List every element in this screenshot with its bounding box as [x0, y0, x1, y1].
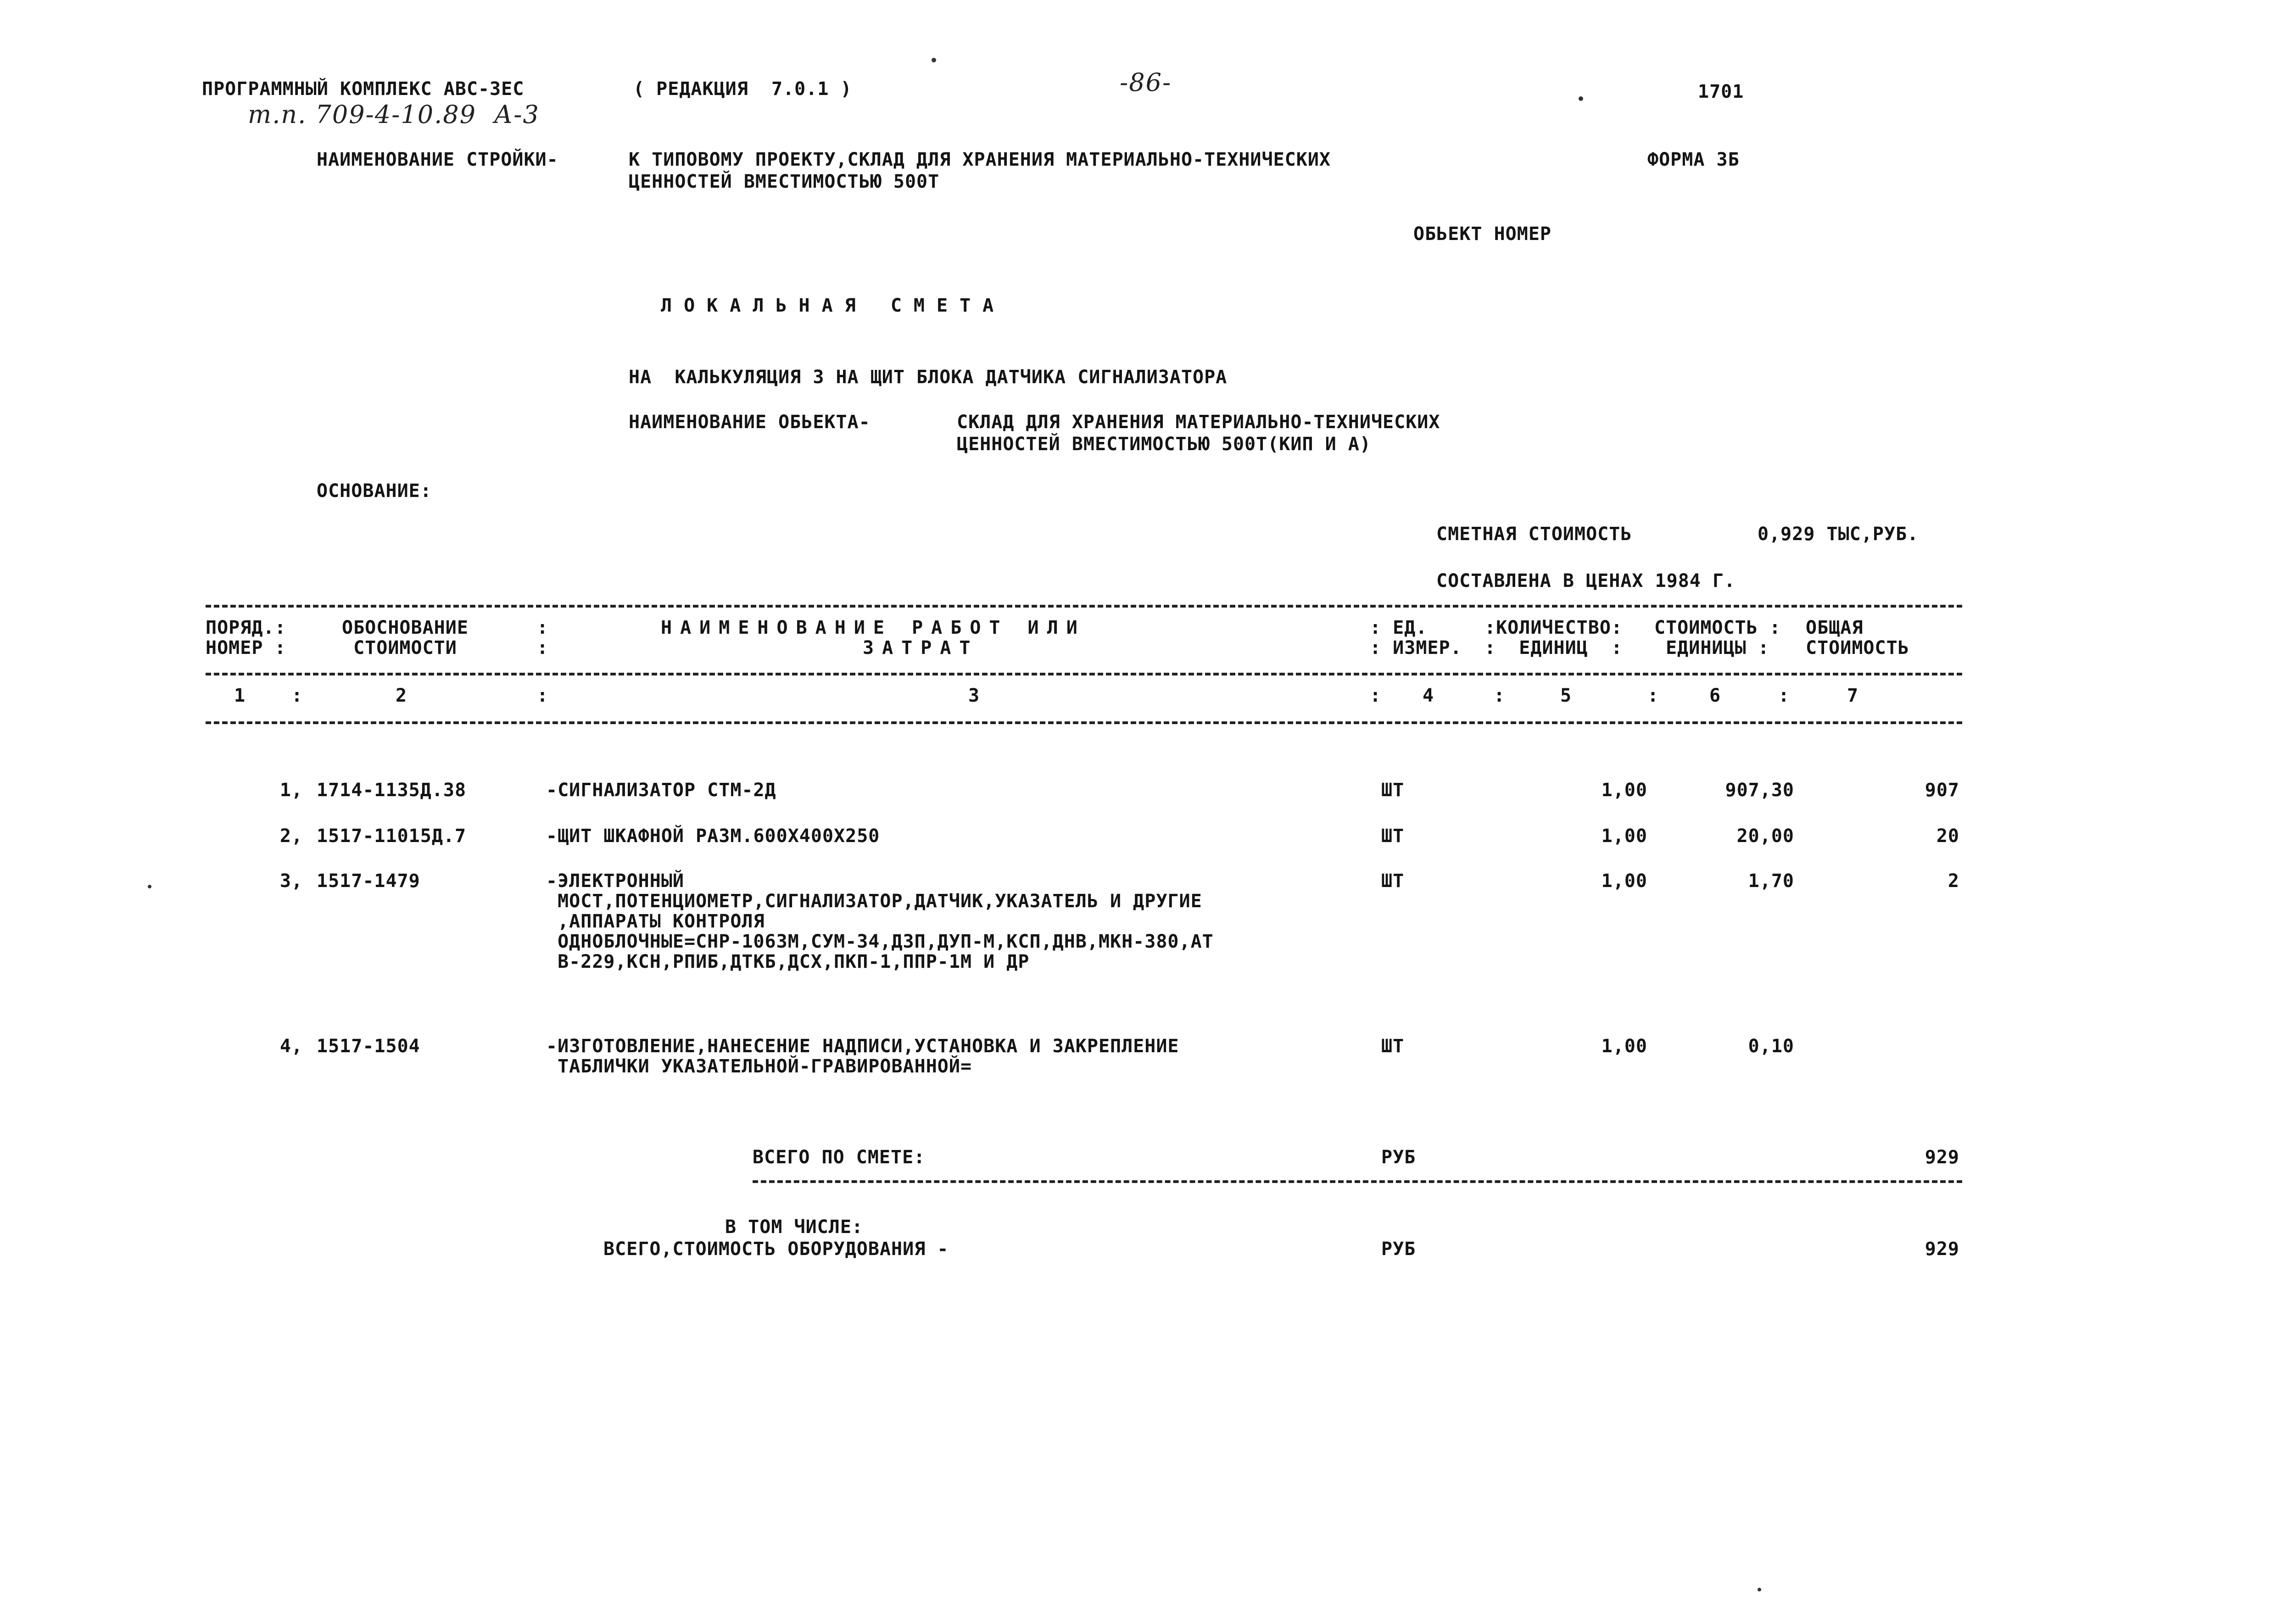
col-number-separator: :	[1494, 685, 1506, 706]
col-header-unit-price: СТОИМОСТЬ : ЕДИНИЦЫ :	[1654, 617, 1781, 659]
row-number: 4,	[279, 1036, 303, 1057]
col-header-quantity: :КОЛИЧЕСТВО: : ЕДИНИЦ :	[1484, 617, 1623, 659]
row-unit: ШТ	[1381, 780, 1405, 801]
row-name: -ЩИТ ШКАФНОЙ РАЗМ.600Х400Х250	[546, 826, 880, 847]
col-number: 3	[968, 685, 980, 706]
col-header-order: ПОРЯД.: НОМЕР :	[206, 617, 286, 659]
row-quantity: 1,00	[1601, 780, 1647, 801]
construction-line-1: К ТИПОВОМУ ПРОЕКТУ,СКЛАД ДЛЯ ХРАНЕНИЯ МАТЕРИАЛЬНО-ТЕХНИЧЕСКИХ	[629, 149, 1331, 170]
col-number-separator: :	[1778, 685, 1790, 706]
document-code: 1701	[1698, 81, 1744, 102]
handwritten-reference: т.п. 709-4-10.89 А-3	[248, 100, 540, 129]
col-number: 5	[1560, 685, 1572, 706]
total-unit: РУБ	[1381, 1147, 1416, 1168]
object-number: ОБЬЕКТ НОМЕР	[1413, 223, 1551, 245]
row-total: 20	[1936, 826, 1959, 847]
row-number: 3,	[279, 871, 303, 892]
program-name: ПРОГРАММНЫЙ КОМПЛЕКС АВС-ЗЕС	[202, 78, 525, 100]
col-header-name-line-1: НАИМЕНОВАНИЕ РАБОТ ИЛИ	[661, 617, 1086, 638]
total-label: ВСЕГО ПО СМЕТЕ:	[753, 1147, 926, 1168]
col-header-total: ОБЩАЯ СТОИМОСТЬ	[1806, 617, 1909, 659]
col-header-separator: : :	[537, 617, 549, 659]
object-label: НАИМЕНОВАНИЕ ОБЬЕКТА-	[629, 412, 871, 433]
form-number: ФОРМА 3Б	[1647, 149, 1740, 170]
col-header-basis: ОБОСНОВАНИЕ СТОИМОСТИ	[342, 617, 469, 659]
col-header-name-line-2: ЗАТРАТ	[863, 637, 979, 659]
including-label: В ТОМ ЧИСЛЕ:	[725, 1217, 863, 1238]
row-quantity: 1,00	[1601, 1036, 1647, 1057]
row-unit: ШТ	[1381, 1036, 1405, 1057]
table-header-rule	[206, 673, 1962, 675]
row-unit: ШТ	[1381, 871, 1405, 892]
col-number-separator: :	[291, 685, 303, 706]
price-base: СОСТАВЛЕНА В ЦЕНАХ 1984 Г.	[1436, 570, 1736, 592]
row-unit-price: 0,10	[1748, 1036, 1794, 1057]
col-number: 1	[234, 685, 246, 706]
equipment-value: 929	[1925, 1239, 1959, 1260]
row-number: 1,	[279, 780, 303, 801]
estimated-cost-label: СМЕТНАЯ СТОИМОСТЬ	[1436, 524, 1632, 545]
scan-speck	[1579, 96, 1583, 101]
col-number-separator: :	[1647, 685, 1659, 706]
estimated-cost-value: 0,929 ТЫС,РУБ.	[1758, 524, 1919, 545]
estimate-subtitle: НА КАЛЬКУЛЯЦИЯ 3 НА ЩИТ БЛОКА ДАТЧИКА СИГНАЛИЗАТОРА	[629, 367, 1228, 388]
equipment-unit: РУБ	[1381, 1239, 1416, 1260]
row-quantity: 1,00	[1601, 826, 1647, 847]
row-name: -СИГНАЛИЗАТОР СТМ-2Д	[546, 780, 776, 801]
page-mark: -86-	[1120, 68, 1172, 97]
construction-line-2: ЦЕННОСТЕЙ ВМЕСТИМОСТЬЮ 500Т	[629, 171, 940, 192]
col-number: 4	[1423, 685, 1434, 706]
col-number: 7	[1847, 685, 1859, 706]
col-number: 6	[1709, 685, 1721, 706]
row-code: 1517-1479	[317, 871, 420, 892]
object-line-1: СКЛАД ДЛЯ ХРАНЕНИЯ МАТЕРИАЛЬНО-ТЕХНИЧЕСКИХ	[957, 412, 1440, 433]
row-total: 907	[1925, 780, 1959, 801]
totals-rule	[753, 1180, 1962, 1183]
equipment-label: ВСЕГО,СТОИМОСТЬ ОБОРУДОВАНИЯ -	[603, 1239, 949, 1260]
col-number-separator: :	[1370, 685, 1382, 706]
page-title: ЛОКАЛЬНАЯ СМЕТА	[661, 295, 1006, 316]
col-number-separator: :	[537, 685, 549, 706]
scan-speck	[1758, 1588, 1761, 1591]
row-code: 1714-1135Д.38	[317, 780, 467, 801]
row-code: 1517-1504	[317, 1036, 420, 1057]
row-code: 1517-11015Д.7	[317, 826, 467, 847]
row-name: -ЭЛЕКТРОННЫЙ МОСТ,ПОТЕНЦИОМЕТР,СИГНАЛИЗАТОР,ДАТЧИК,УКАЗАТЕЛЬ И ДРУГИЕ ,АППАРАТЫ КОНТРОЛЯ ОДНОБЛОЧНЫЕ=СНР-1063М,СУМ-34,ДЗП,ДУП-М,КСП,ДНВ,МКН-380,АТ В-229,КСН,РПИБ,ДТКБ,ДСХ,ПКП-1,ППР-1М И ДР	[546, 871, 1214, 972]
table-numbers-rule	[206, 721, 1962, 724]
edition: ( РЕДАКЦИЯ 7.0.1 )	[633, 78, 852, 100]
col-header-unit: : ЕД. : ИЗМЕР.	[1370, 617, 1462, 659]
col-number: 2	[396, 685, 407, 706]
scan-speck	[148, 885, 151, 888]
row-unit-price: 20,00	[1736, 826, 1794, 847]
row-unit-price: 907,30	[1725, 780, 1794, 801]
row-total: 2	[1948, 871, 1959, 892]
row-quantity: 1,00	[1601, 871, 1647, 892]
scan-speck	[932, 58, 936, 62]
total-value: 929	[1925, 1147, 1959, 1168]
row-name: -ИЗГОТОВЛЕНИЕ,НАНЕСЕНИЕ НАДПИСИ,УСТАНОВКА И ЗАКРЕПЛЕНИЕ ТАБЛИЧКИ УКАЗАТЕЛЬНОЙ-ГРАВИРОВАННОЙ=	[546, 1036, 1179, 1077]
construction-label: НАИМЕНОВАНИЕ СТРОЙКИ-	[317, 149, 558, 170]
row-number: 2,	[279, 826, 303, 847]
basis-label: ОСНОВАНИЕ:	[317, 480, 432, 502]
row-unit-price: 1,70	[1748, 871, 1794, 892]
row-unit: ШТ	[1381, 826, 1405, 847]
object-line-2: ЦЕННОСТЕЙ ВМЕСТИМОСТЬЮ 500Т(КИП И А)	[957, 434, 1371, 455]
table-top-rule	[206, 605, 1962, 608]
